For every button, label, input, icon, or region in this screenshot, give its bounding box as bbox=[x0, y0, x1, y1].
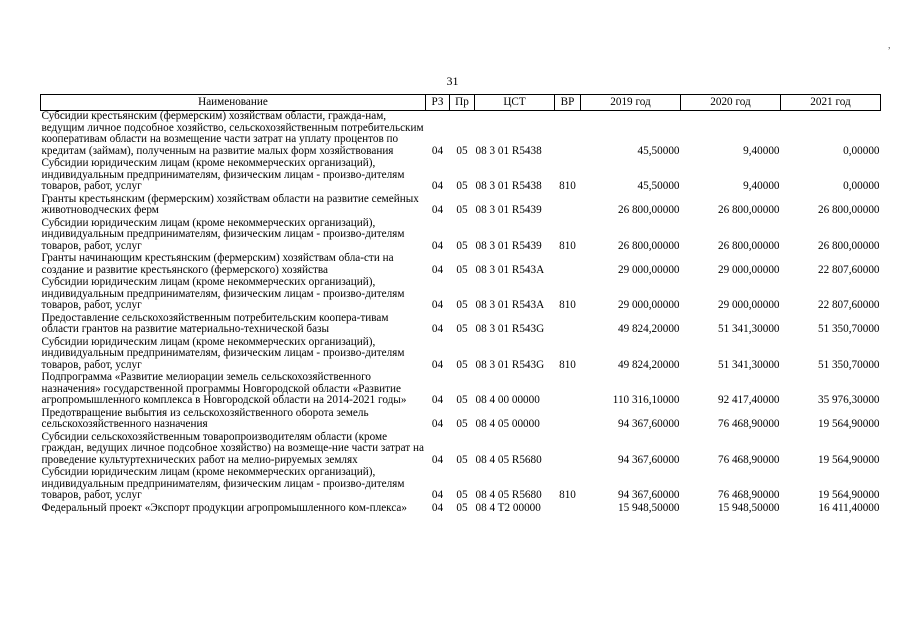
cell-y2019: 49 824,20000 bbox=[617, 323, 680, 335]
table-row bbox=[41, 158, 881, 194]
cell-cst: 08 3 01 R543A bbox=[475, 299, 545, 311]
cell-y2019: 45,50000 bbox=[637, 180, 680, 192]
cell-cst: 08 3 01 R543G bbox=[475, 323, 545, 335]
cell-cst: 08 4 T2 00000 bbox=[475, 501, 541, 514]
cell-y2019: 29 000,00000 bbox=[617, 299, 680, 311]
table-row bbox=[41, 372, 881, 408]
table-row bbox=[41, 253, 881, 277]
cell-name: Субсидии крестьянским (фермерским) хозяйствам области, гражда-нам, ведущим личное подсобное хозяйство, сельскохозяйственным потребительским кооперативам области на возмещение части затрат на уплату процентов по кредитам (займам), полученным на развитие малых форм хозяйствования bbox=[41, 110, 424, 157]
cell-vr: 810 bbox=[559, 299, 576, 311]
cell-vr bbox=[555, 432, 581, 468]
cell-cst: 08 4 05 00000 bbox=[475, 418, 540, 430]
cell-y2021: 0,00000 bbox=[843, 180, 880, 192]
header-2019: 2019 год bbox=[581, 95, 681, 111]
cell-name: Предоставление сельскохозяйственным потребительским коопера-тивам области грантов на развитие материально-технической базы bbox=[41, 311, 389, 335]
cell-y2019: 110 316,10000 bbox=[612, 394, 680, 406]
cell-y2021: 19 564,90000 bbox=[817, 418, 880, 430]
cell-name: Субсидии юридическим лицам (кроме некоммерческих организаций), индивидуальным предпринимателям, физическим лицам - произво-дителям товаров, работ, услуг bbox=[41, 216, 405, 252]
cell-rz: 04 bbox=[431, 239, 444, 252]
cell-pr: 05 bbox=[456, 501, 468, 514]
cell-y2021: 22 807,60000 bbox=[817, 299, 880, 311]
cell-y2020: 9,40000 bbox=[743, 144, 780, 157]
cell-name: Субсидии юридическим лицам (кроме некоммерческих организаций), индивидуальным предпринимателям, физическим лицам - произво-дителям товаров, работ, услуг bbox=[41, 276, 405, 311]
cell-y2020: 26 800,00000 bbox=[717, 204, 780, 216]
cell-y2020: 76 468,90000 bbox=[717, 453, 780, 466]
cell-name: Субсидии юридическим лицам (кроме некоммерческих организаций), индивидуальным предпринимателям, физическим лицам - произво-дителям товаров, работ, услуг bbox=[41, 157, 405, 192]
cell-y2021: 26 800,00000 bbox=[817, 239, 880, 252]
cell-y2020: 51 341,30000 bbox=[717, 358, 780, 371]
table-row bbox=[41, 277, 881, 313]
header-vr: ВР bbox=[555, 95, 581, 111]
cell-pr: 05 bbox=[456, 263, 468, 276]
cell-pr: 05 bbox=[456, 394, 468, 406]
cell-rz: 04 bbox=[431, 299, 444, 311]
cell-cst: 08 3 01 R543A bbox=[475, 263, 545, 276]
cell-rz: 04 bbox=[431, 418, 444, 430]
header-pr: Пр bbox=[450, 95, 475, 111]
cell-cst: 08 4 00 00000 bbox=[475, 394, 540, 406]
cell-vr: 810 bbox=[559, 358, 576, 371]
cell-y2019: 15 948,50000 bbox=[617, 501, 680, 514]
cell-vr bbox=[555, 194, 581, 218]
cell-y2020: 15 948,50000 bbox=[717, 501, 780, 514]
cell-y2020: 51 341,30000 bbox=[717, 323, 780, 335]
cell-y2021: 51 350,70000 bbox=[817, 358, 880, 371]
cell-vr bbox=[555, 253, 581, 277]
cell-vr bbox=[555, 313, 581, 337]
cell-y2020: 76 468,90000 bbox=[717, 489, 780, 501]
cell-rz: 04 bbox=[431, 358, 444, 371]
table-row bbox=[41, 337, 881, 373]
cell-y2020: 29 000,00000 bbox=[717, 299, 780, 311]
cell-name: Субсидии юридическим лицам (кроме некоммерческих организаций), индивидуальным предпринимателям, физическим лицам - произво-дителям товаров, работ, услуг bbox=[41, 335, 405, 371]
cell-y2019: 94 367,60000 bbox=[617, 453, 680, 466]
cell-y2021: 51 350,70000 bbox=[817, 323, 880, 335]
table-row bbox=[41, 503, 881, 516]
cell-y2019: 26 800,00000 bbox=[617, 239, 680, 252]
cell-vr bbox=[555, 503, 581, 516]
cell-vr bbox=[555, 408, 581, 432]
cell-pr: 05 bbox=[456, 418, 468, 430]
header-name: Наименование bbox=[41, 95, 426, 111]
cell-pr: 05 bbox=[456, 180, 468, 192]
cell-y2021: 19 564,90000 bbox=[817, 453, 880, 466]
cell-name: Субсидии юридическим лицам (кроме некоммерческих организаций), индивидуальным предпринимателям, физическим лицам - произво-дителям товаров, работ, услуг bbox=[41, 466, 405, 501]
cell-cst: 08 3 01 R5439 bbox=[475, 239, 542, 252]
table-row bbox=[41, 408, 881, 432]
cell-y2020: 26 800,00000 bbox=[717, 239, 780, 252]
header-2021: 2021 год bbox=[781, 95, 881, 111]
table-row bbox=[41, 467, 881, 503]
table-header-row bbox=[41, 95, 881, 111]
table-body bbox=[41, 111, 881, 516]
cell-y2019: 26 800,00000 bbox=[617, 204, 680, 216]
header-cst: ЦСТ bbox=[475, 95, 555, 111]
cell-y2020: 29 000,00000 bbox=[717, 263, 780, 276]
cell-cst: 08 4 05 R5680 bbox=[475, 453, 542, 466]
cell-rz: 04 bbox=[431, 204, 444, 216]
cell-name: Подпрограмма «Развитие мелиорации земель сельскохозяйственного назначения» государственной программы Новгородской области «Развитие агропромышленного комплекса в Новгородской области на 2014-2021 годы» bbox=[41, 371, 407, 406]
table-row bbox=[41, 313, 881, 337]
cell-vr: 810 bbox=[559, 489, 576, 501]
cell-pr: 05 bbox=[456, 453, 468, 466]
cell-y2021: 26 800,00000 bbox=[817, 204, 880, 216]
cell-pr: 05 bbox=[456, 489, 468, 501]
cell-pr: 05 bbox=[456, 358, 468, 371]
cell-y2020: 9,40000 bbox=[743, 180, 780, 192]
cell-vr bbox=[555, 372, 581, 408]
cell-name: Гранты крестьянским (фермерским) хозяйствам области на развитие семейных животноводческих ферм bbox=[41, 192, 419, 216]
cell-rz: 04 bbox=[431, 144, 444, 157]
cell-y2019: 49 824,20000 bbox=[617, 358, 680, 371]
cell-cst: 08 4 05 R5680 bbox=[475, 489, 542, 501]
cell-rz: 04 bbox=[431, 323, 444, 335]
cell-y2019: 45,50000 bbox=[637, 144, 680, 157]
cell-rz: 04 bbox=[431, 180, 444, 192]
cell-y2020: 92 417,40000 bbox=[717, 394, 780, 406]
cell-pr: 05 bbox=[456, 239, 468, 252]
cell-y2019: 94 367,60000 bbox=[617, 418, 680, 430]
page-number: 31 bbox=[446, 74, 459, 88]
budget-table bbox=[40, 94, 881, 515]
cell-rz: 04 bbox=[431, 501, 444, 514]
cell-name: Субсидии сельскохозяйственным товаропроизводителям области (кроме граждан, ведущих личное подсобное хозяйство) на возмеще-ние части затрат на проведение культуртехнических работ на мелио-рируемых землях bbox=[41, 430, 424, 466]
cell-pr: 05 bbox=[456, 144, 468, 157]
header-rz: РЗ bbox=[426, 95, 450, 111]
cell-y2019: 29 000,00000 bbox=[617, 263, 680, 276]
cell-pr: 05 bbox=[456, 323, 468, 335]
cell-vr: 810 bbox=[559, 239, 576, 252]
cell-pr: 05 bbox=[456, 204, 468, 216]
cell-y2020: 76 468,90000 bbox=[717, 418, 780, 430]
corner-mark: , bbox=[888, 40, 891, 51]
cell-cst: 08 3 01 R5438 bbox=[475, 144, 542, 157]
cell-pr: 05 bbox=[456, 299, 468, 311]
table-row bbox=[41, 432, 881, 468]
table-row bbox=[41, 194, 881, 218]
cell-rz: 04 bbox=[431, 394, 444, 406]
cell-rz: 04 bbox=[431, 263, 444, 276]
cell-y2021: 19 564,90000 bbox=[817, 489, 880, 501]
cell-cst: 08 3 01 R5439 bbox=[475, 204, 542, 216]
cell-name: Гранты начинающим крестьянским (фермерским) хозяйствам обла-сти на создание и развитие крестьянского (фермерского) хозяйства bbox=[41, 252, 394, 276]
cell-y2021: 35 976,30000 bbox=[817, 394, 880, 406]
cell-y2019: 94 367,60000 bbox=[617, 489, 680, 501]
cell-rz: 04 bbox=[431, 489, 444, 501]
table-row bbox=[41, 218, 881, 254]
cell-cst: 08 3 01 R5438 bbox=[475, 180, 542, 192]
cell-y2021: 0,00000 bbox=[843, 144, 880, 157]
cell-name: Предотвращение выбытия из сельскохозяйственного оборота земель сельскохозяйственного назначения bbox=[41, 406, 369, 430]
cell-y2021: 22 807,60000 bbox=[817, 263, 880, 276]
table-row bbox=[41, 111, 881, 159]
cell-y2021: 16 411,40000 bbox=[818, 501, 880, 514]
cell-vr: 810 bbox=[559, 180, 576, 192]
cell-name: Федеральный проект «Экспорт продукции агропромышленного ком-плекса» bbox=[41, 501, 407, 514]
cell-cst: 08 3 01 R543G bbox=[475, 358, 545, 371]
header-2020: 2020 год bbox=[681, 95, 781, 111]
cell-vr bbox=[555, 111, 581, 159]
cell-rz: 04 bbox=[431, 453, 444, 466]
